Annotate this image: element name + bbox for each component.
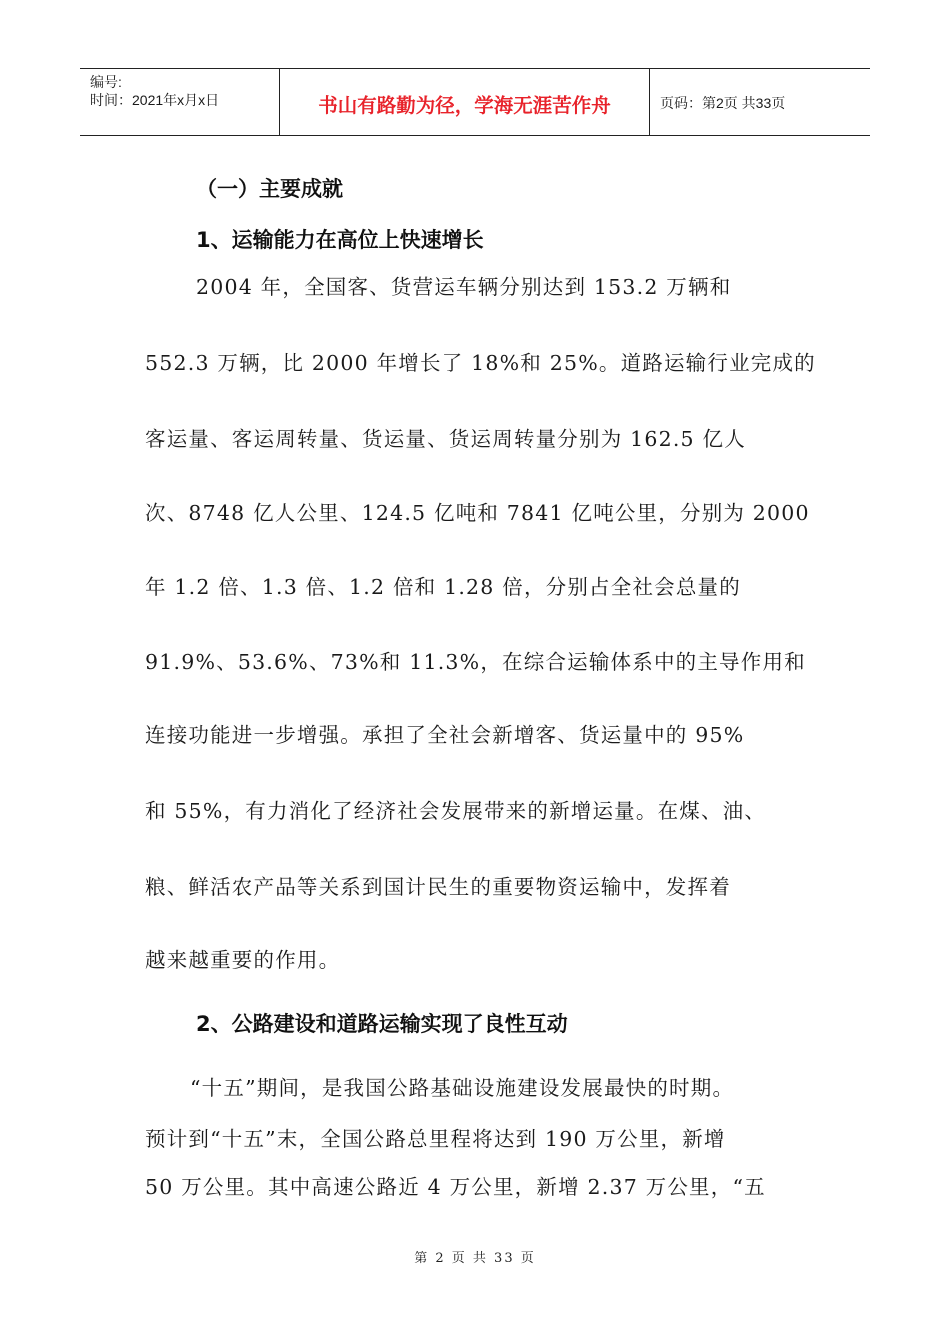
header-table (80, 68, 870, 136)
paragraph-line: 越来越重要的作用。 (145, 948, 341, 972)
header-page-info: 页码：第2页 共33页 (660, 95, 786, 111)
page-footer: 第 2 页 共 33 页 (414, 1251, 536, 1266)
paragraph-line: 预计到“十五”末，全国公路总里程将达到 190 万公里，新增 (145, 1127, 726, 1151)
header-motto: 书山有路勤为径，学海无涯苦作舟 (280, 69, 650, 135)
header-left-cell (80, 69, 280, 135)
number-label: 编号: (90, 74, 122, 90)
paragraph-line: 91.9%、53.6%、73%和 11.3%，在综合运输体系中的主导作用和 (145, 650, 806, 674)
paragraph-line: 粮、鲜活农产品等关系到国计民生的重要物资运输中，发挥着 (145, 875, 731, 899)
paragraph-line: 552.3 万辆，比 2000 年增长了 18%和 25%。道路运输行业完成的 (145, 351, 816, 375)
paragraph-line: 和 55%，有力消化了经济社会发展带来的新增运量。在煤、油、 (145, 799, 767, 823)
subsection1-heading: 1、运输能力在高位上快速增长 (196, 228, 484, 252)
paragraph-line: 年 1.2 倍、1.3 倍、1.2 倍和 1.28 倍，分别占全社会总量的 (145, 575, 741, 599)
subsection2-heading: 2、公路建设和道路运输实现了良性互动 (196, 1012, 568, 1036)
paragraph-line: 连接功能进一步增强。承担了全社会新增客、货运量中的 95% (145, 723, 745, 747)
time-label: 时间：2021年x月x日 (90, 92, 220, 108)
paragraph-line: 客运量、客运周转量、货运量、货运周转量分别为 162.5 亿人 (145, 427, 746, 451)
paragraph-line: 2004 年，全国客、货营运车辆分别达到 153.2 万辆和 (196, 275, 732, 299)
paragraph-line: 次、8748 亿人公里、124.5 亿吨和 7841 亿吨公里，分别为 2000 (145, 501, 810, 525)
paragraph-line: 50 万公里。其中高速公路近 4 万公里，新增 2.37 万公里，“五 (145, 1175, 766, 1199)
section-heading: （一）主要成就 (196, 177, 343, 201)
paragraph-line: “十五”期间，是我国公路基础设施建设发展最快的时期。 (190, 1076, 735, 1100)
